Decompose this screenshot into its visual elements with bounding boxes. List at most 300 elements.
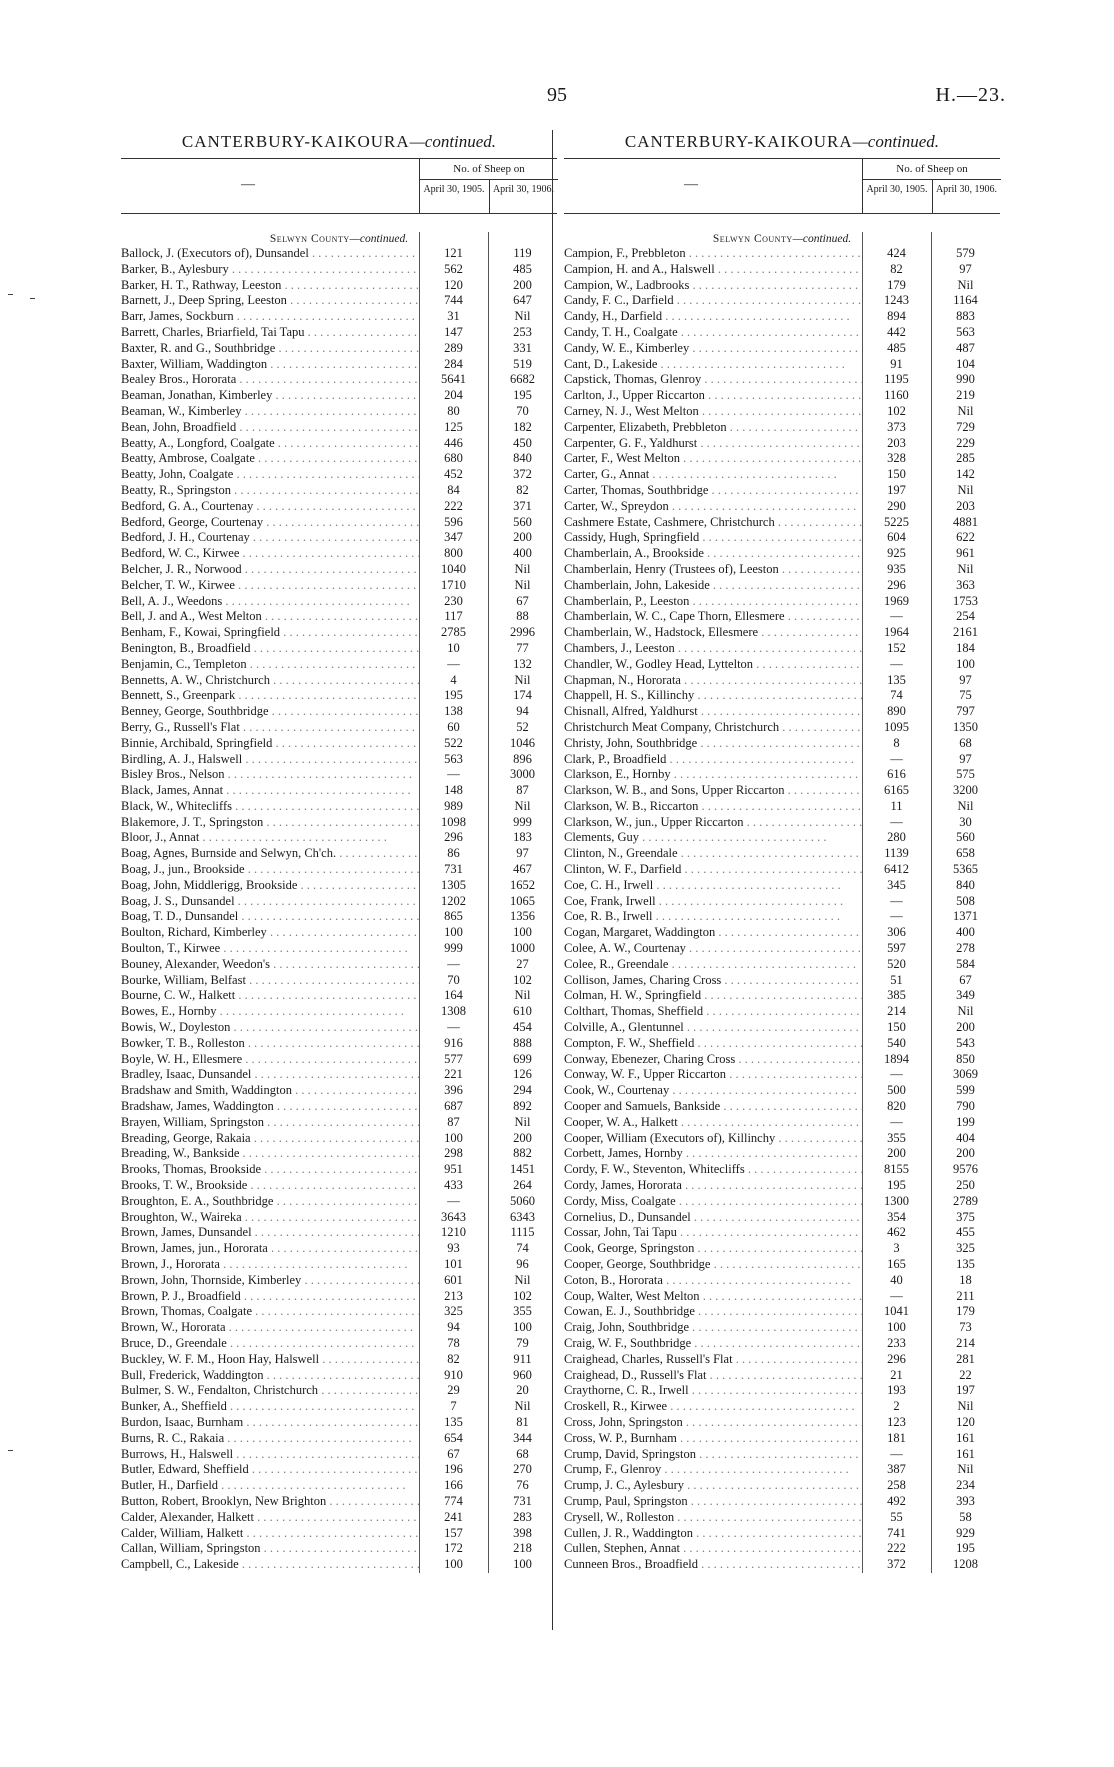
sheep-1905-cell: 102	[887, 403, 906, 418]
sheep-1905-cell: —	[890, 751, 903, 766]
sheep-1906-cell: 349	[956, 988, 975, 1003]
owner-name-cell: Beatty, Ambrose, Coalgate . . .	[121, 451, 419, 467]
table-row	[121, 372, 557, 388]
sheep-1906-cell: 195	[513, 388, 532, 403]
sheep-1905-cell: 135	[887, 672, 906, 687]
sheep-1905-cell: 200	[887, 1146, 906, 1161]
owner-name-cell: Breading, W., Bankside . . .	[121, 1146, 419, 1162]
owner-name-cell: Benney, George, Southbridge . . .	[121, 704, 419, 720]
owner-name-cell: Cornelius, D., Dunsandel . . .	[564, 1210, 862, 1226]
sheep-1906-cell: 68	[516, 1446, 529, 1461]
table-row	[121, 388, 557, 404]
sheep-1906-cell: 560	[513, 514, 532, 529]
owner-name-cell: Ballock, J. (Executors of), Dunsandel . . .	[121, 246, 419, 262]
sheep-1906-cell: 119	[513, 246, 532, 260]
sheep-1905-cell: 280	[887, 830, 906, 845]
owner-name-cell: Bean, John, Broadfield . . .	[121, 420, 419, 436]
section-title-suffix: —continued.	[409, 132, 497, 151]
sheep-1905-cell: 40	[890, 1272, 903, 1287]
sheep-1905-cell: 601	[444, 1272, 463, 1287]
sheep-1905-cell: 241	[444, 1509, 463, 1524]
owner-name-cell: Cogan, Margaret, Waddington . . .	[564, 925, 862, 941]
owner-name-cell: Brown, John, Thornside, Kimberley . . .	[121, 1273, 419, 1289]
table-row	[121, 1399, 557, 1415]
owner-name-cell: Bouney, Alexander, Weedon's . . .	[121, 957, 419, 973]
owner-name-cell: Crysell, W., Rolleston . . .	[564, 1510, 862, 1526]
april-1905-header: April 30, 1905.	[866, 184, 928, 195]
table-row	[121, 846, 557, 862]
sheep-1905-cell: 93	[447, 1241, 460, 1256]
sheep-1905-cell: —	[890, 909, 903, 924]
sheep-1905-cell: 298	[444, 1146, 463, 1161]
page-number: 95	[547, 84, 567, 106]
table-row	[121, 688, 557, 704]
sheep-1906-cell: 100	[513, 1557, 532, 1572]
sheep-1906-cell: 199	[956, 1114, 975, 1129]
sheep-1905-cell: 165	[887, 1257, 906, 1271]
sheep-1906-cell: 76	[516, 1478, 529, 1493]
table-row	[564, 830, 1000, 846]
owner-name-cell: Breading, George, Rakaia . . .	[121, 1131, 419, 1147]
sheep-1906-cell: 543	[956, 1035, 975, 1050]
owner-name-cell: Coton, B., Hororata . . .	[564, 1273, 862, 1289]
owner-name-cell: Coe, C. H., Irwell . . .	[564, 878, 862, 894]
sheep-1906-cell: 87	[516, 783, 529, 798]
owner-name-cell: Brooks, Thomas, Brookside . . .	[121, 1162, 419, 1178]
county-name: Selwyn County	[712, 233, 793, 245]
table-header	[564, 158, 1000, 214]
sheep-1905-cell: 172	[444, 1541, 463, 1556]
sheep-1906-cell: Nil	[957, 482, 974, 497]
sheep-1905-cell: 29	[447, 1383, 460, 1398]
owner-name-cell: Cant, D., Lakeside . . .	[564, 357, 862, 373]
sheep-1906-cell: 911	[513, 1351, 532, 1366]
table-body	[121, 246, 557, 1573]
sheep-1905-cell: 1098	[441, 814, 466, 829]
owner-name-cell: Beaman, Jonathan, Kimberley . . .	[121, 388, 419, 404]
sheep-1906-cell: 120	[956, 1414, 975, 1429]
sheep-1906-cell: 487	[956, 340, 975, 355]
table-row	[121, 767, 557, 783]
sheep-1906-cell: 1356	[510, 909, 535, 924]
sheep-1905-cell: 121	[444, 246, 463, 260]
sheep-1906-cell: 211	[956, 1288, 975, 1303]
section-title-suffix: —continued.	[852, 132, 940, 151]
table-row	[564, 815, 1000, 831]
sheep-1905-cell: 562	[444, 261, 463, 276]
table-row	[564, 1099, 1000, 1115]
table-row	[121, 830, 557, 846]
table-row	[564, 1447, 1000, 1463]
sheep-1905-cell: 774	[444, 1493, 463, 1508]
sheep-1906-cell: 88	[516, 609, 529, 624]
owner-name-cell: Craig, John, Southbridge . . .	[564, 1320, 862, 1336]
table-row	[564, 278, 1000, 294]
owner-name-cell: Boag, John, Middlerigg, Brookside . . .	[121, 878, 419, 894]
sheep-1905-cell: 100	[444, 1130, 463, 1145]
table-row	[564, 530, 1000, 546]
table-row	[121, 1036, 557, 1052]
sheep-1906-cell: 961	[956, 546, 975, 561]
sheep-1906-cell: Nil	[957, 1399, 974, 1414]
sheep-1906-cell: 467	[513, 862, 532, 877]
owner-name-cell: Boag, T. D., Dunsandel . . .	[121, 909, 419, 925]
table-row	[121, 799, 557, 815]
sheep-1905-cell: 100	[444, 1557, 463, 1572]
table-row	[564, 1415, 1000, 1431]
table-row	[564, 1052, 1000, 1068]
table-row	[121, 1526, 557, 1542]
table-row	[564, 609, 1000, 625]
sheep-1906-cell: Nil	[957, 561, 974, 576]
table-row	[564, 1462, 1000, 1478]
owner-name-cell: Bennett, S., Greenpark . . .	[121, 688, 419, 704]
sheep-1906-cell: 82	[516, 482, 529, 497]
table-row	[121, 1241, 557, 1257]
sheep-1905-cell: 597	[887, 941, 906, 956]
table-row	[564, 1115, 1000, 1131]
sheep-1905-cell: 687	[444, 1099, 463, 1114]
sheep-1905-cell: 135	[444, 1414, 463, 1429]
sheep-1906-cell: 1000	[510, 941, 535, 956]
owner-name-cell: Cowan, E. J., Southbridge . . .	[564, 1304, 862, 1320]
owner-name-cell: Carney, N. J., West Melton . . .	[564, 404, 862, 420]
owner-name-cell: Cossar, John, Tai Tapu . . .	[564, 1225, 862, 1241]
table-row	[564, 894, 1000, 910]
table-row	[564, 1320, 1000, 1336]
table-row	[564, 1162, 1000, 1178]
owner-name-cell: Bourne, C. W., Halkett . . .	[121, 988, 419, 1004]
table-row	[564, 704, 1000, 720]
table-row	[121, 309, 557, 325]
table-row	[121, 420, 557, 436]
sheep-1905-cell: 284	[444, 356, 463, 371]
page-code: H.—23.	[935, 84, 1006, 106]
county-suffix: —continued.	[792, 233, 852, 245]
owner-name-cell: Bradshaw and Smith, Waddington . . .	[121, 1083, 419, 1099]
owner-name-cell: Candy, T. H., Coalgate . . .	[564, 325, 862, 341]
county-suffix: —continued.	[349, 233, 409, 245]
owner-name-cell: Bedford, G. A., Courtenay . . .	[121, 499, 419, 515]
sheep-1905-cell: 452	[444, 467, 463, 482]
table-row	[564, 420, 1000, 436]
table-row	[564, 1431, 1000, 1447]
sheep-1905-cell: 485	[887, 340, 906, 355]
table-row	[121, 909, 557, 925]
sheep-1905-cell: 387	[887, 1462, 906, 1477]
table-row	[121, 673, 557, 689]
table-row	[564, 1526, 1000, 1542]
sheep-1906-cell: Nil	[514, 672, 531, 687]
sheep-1906-cell: Nil	[514, 988, 531, 1003]
sheep-1906-cell: 161	[956, 1430, 975, 1445]
sheep-1906-cell: 647	[513, 293, 532, 308]
sheep-1905-cell: 179	[887, 277, 906, 292]
sheep-1906-cell: 797	[956, 704, 975, 719]
table-row	[121, 1131, 557, 1147]
sheep-1906-cell: 2161	[953, 625, 978, 640]
table-row	[564, 1210, 1000, 1226]
sheep-1905-cell: 290	[887, 498, 906, 513]
sheep-1906-cell: 102	[513, 1288, 532, 1303]
sheep-1905-cell: 894	[887, 309, 906, 324]
table-row	[121, 815, 557, 831]
sheep-1905-cell: 195	[887, 1178, 906, 1193]
owner-name-cell: Carlton, J., Upper Riccarton . . .	[564, 388, 862, 404]
owner-name-cell: Bloor, J., Annat . . .	[121, 830, 419, 846]
sheep-1905-cell: 2	[893, 1399, 900, 1414]
sheep-1906-cell: 97	[959, 261, 972, 276]
sheep-1905-cell: 78	[447, 1335, 460, 1350]
owner-name-cell: Beatty, R., Springston . . .	[121, 483, 419, 499]
sheep-1905-cell: 1300	[884, 1193, 909, 1208]
sheep-1906-cell: 519	[513, 356, 532, 371]
sheep-1906-cell: 882	[513, 1146, 532, 1161]
sheep-1905-cell: 328	[887, 451, 906, 466]
sheep-1906-cell: 2996	[510, 625, 535, 640]
table-row	[564, 1194, 1000, 1210]
table-row	[121, 293, 557, 309]
sheep-1906-cell: 97	[959, 672, 972, 687]
sheep-1906-cell: 132	[513, 656, 532, 671]
county-name: Selwyn County	[269, 233, 350, 245]
sheep-1906-cell: 229	[956, 435, 975, 450]
sheep-1905-cell: 296	[887, 1351, 906, 1366]
sheep-1906-cell: 508	[956, 893, 975, 908]
sheep-1906-cell: 883	[956, 309, 975, 324]
sheep-1906-cell: 200	[513, 1130, 532, 1145]
sheep-1906-cell: 52	[516, 719, 529, 734]
owner-name-cell: Crump, David, Springston . . .	[564, 1447, 862, 1463]
sheep-1906-cell: 599	[956, 1083, 975, 1098]
table-row	[121, 1541, 557, 1557]
sheep-1905-cell: 951	[444, 1162, 463, 1177]
margin-mark	[8, 294, 13, 295]
table-row	[564, 767, 1000, 783]
sheep-1906-cell: 294	[513, 1083, 532, 1098]
sheep-1905-cell: 31	[447, 309, 460, 324]
owner-name-cell: Bell, J. and A., West Melton . . .	[121, 609, 419, 625]
sheep-1905-cell: —	[890, 609, 903, 624]
table-row	[564, 594, 1000, 610]
sheep-1906-cell: 960	[513, 1367, 532, 1382]
sheep-1906-cell: 81	[516, 1414, 529, 1429]
sheep-1905-cell: 680	[444, 451, 463, 466]
owner-name-cell: Capstick, Thomas, Glenroy . . .	[564, 372, 862, 388]
owner-name-cell: Chandler, W., Godley Head, Lyttelton . . .	[564, 657, 862, 673]
sheep-1905-cell: 164	[444, 988, 463, 1003]
table-row	[121, 1431, 557, 1447]
table-row	[121, 1052, 557, 1068]
owner-name-cell: Calder, William, Halkett . . .	[121, 1526, 419, 1542]
owner-name-cell: Colthart, Thomas, Sheffield . . .	[564, 1004, 862, 1020]
sheep-1906-cell: 100	[513, 925, 532, 940]
table-row	[564, 499, 1000, 515]
sheep-1905-cell: 82	[890, 261, 903, 276]
sheep-1906-cell: 250	[956, 1178, 975, 1193]
owner-name-cell: Candy, H., Darfield . . .	[564, 309, 862, 325]
sheep-1906-cell: 363	[956, 577, 975, 592]
table-row	[121, 941, 557, 957]
sheep-1906-cell: 6682	[510, 372, 535, 387]
owner-name-cell: Bisley Bros., Nelson . . .	[121, 767, 419, 783]
owner-name-cell: Carter, F., West Melton . . .	[564, 451, 862, 467]
table-row	[564, 1083, 1000, 1099]
sheep-1905-cell: 94	[447, 1320, 460, 1335]
sheep-1905-cell: 306	[887, 925, 906, 940]
owner-name-cell: Campion, F., Prebbleton . . .	[564, 246, 862, 262]
sheep-1906-cell: 1451	[510, 1162, 535, 1177]
sheep-1905-cell: 372	[887, 1557, 906, 1572]
table-row	[121, 1115, 557, 1131]
sheep-1905-cell: 1969	[884, 593, 909, 608]
table-row	[564, 451, 1000, 467]
owner-name-cell: Birdling, A. J., Halswell . . .	[121, 752, 419, 768]
owner-name-cell: Boyle, W. H., Ellesmere . . .	[121, 1052, 419, 1068]
table-row	[564, 467, 1000, 483]
sheep-1906-cell: 3000	[510, 767, 535, 782]
owner-name-cell: Bedford, W. C., Kirwee . . .	[121, 546, 419, 562]
sheep-1905-cell: 540	[887, 1035, 906, 1050]
sheep-1906-cell: 1115	[510, 1225, 535, 1240]
owner-name-cell: Broughton, W., Waireka . . .	[121, 1210, 419, 1226]
sheep-1905-cell: 289	[444, 340, 463, 355]
owner-name-cell: Coe, Frank, Irwell . . .	[564, 894, 862, 910]
table-row	[121, 720, 557, 736]
sheep-1906-cell: 20	[516, 1383, 529, 1398]
sheep-1905-cell: 233	[887, 1335, 906, 1350]
table-header	[121, 158, 557, 214]
sheep-1906-cell: 18	[959, 1272, 972, 1287]
owner-name-cell: Baxter, William, Waddington . . .	[121, 357, 419, 373]
sheep-1906-cell: 75	[959, 688, 972, 703]
sheep-1906-cell: 454	[513, 1020, 532, 1035]
sheep-1905-cell: 203	[887, 435, 906, 450]
owner-name-cell: Craighead, D., Russell's Flat . . .	[564, 1368, 862, 1384]
sheep-1906-cell: 450	[513, 435, 532, 450]
table-row	[564, 625, 1000, 641]
sheep-1906-cell: 355	[513, 1304, 532, 1319]
table-row	[564, 1289, 1000, 1305]
sheep-1906-cell: 400	[956, 925, 975, 940]
sheep-1906-cell: 731	[513, 1493, 532, 1508]
sheep-1905-cell: —	[890, 1114, 903, 1129]
table-row	[121, 925, 557, 941]
sheep-1905-cell: 196	[444, 1462, 463, 1477]
table-row	[121, 578, 557, 594]
owner-name-cell: Brown, James, jun., Hororata . . .	[121, 1241, 419, 1257]
owner-name-cell: Chamberlain, Henry (Trustees of), Leeston . . .	[564, 562, 862, 578]
sheep-1905-cell: 80	[447, 403, 460, 418]
sheep-1906-cell: 371	[513, 498, 532, 513]
sheep-1905-cell: 6412	[884, 862, 909, 877]
table-row	[564, 1368, 1000, 1384]
table-row	[564, 862, 1000, 878]
table-row	[121, 515, 557, 531]
sheep-1906-cell: 1652	[510, 877, 535, 892]
sheep-1906-cell: 79	[516, 1335, 529, 1350]
owner-name-cell: Brayen, William, Springston . . .	[121, 1115, 419, 1131]
sheep-1905-cell: 195	[444, 688, 463, 703]
sheep-1905-cell: 1710	[441, 577, 466, 592]
table-row	[121, 246, 557, 262]
table-row	[564, 846, 1000, 862]
owner-name-cell: Cooper, George, Southbridge . . .	[564, 1257, 862, 1273]
owner-name-cell: Buckley, W. F. M., Hoon Hay, Halswell . . .	[121, 1352, 419, 1368]
owner-name-cell: Candy, F. C., Darfield . . .	[564, 293, 862, 309]
sheep-1906-cell: 30	[959, 814, 972, 829]
sheep-1905-cell: 222	[887, 1541, 906, 1556]
sheep-1906-cell: 27	[516, 956, 529, 971]
sheep-1906-cell: 840	[513, 451, 532, 466]
sheep-1906-cell: 560	[956, 830, 975, 845]
owner-name-cell: Craythorne, C. R., Irwell . . .	[564, 1383, 862, 1399]
table-row	[121, 467, 557, 483]
owner-name-cell: Chamberlain, W. C., Cape Thorn, Ellesmere . . .	[564, 609, 862, 625]
sheep-1905-cell: 1095	[884, 719, 909, 734]
owner-name-cell: Chamberlain, W., Hadstock, Ellesmere . . .	[564, 625, 862, 641]
sheep-1905-cell: 916	[444, 1035, 463, 1050]
owner-name-cell: Barker, B., Aylesbury . . .	[121, 262, 419, 278]
table-row	[564, 1273, 1000, 1289]
sheep-1906-cell: 3069	[953, 1067, 978, 1082]
owner-name-cell: Crump, Paul, Springston . . .	[564, 1494, 862, 1510]
april-1905-header: April 30, 1905.	[423, 184, 485, 195]
owner-name-cell: Bedford, J. H., Courtenay . . .	[121, 530, 419, 546]
owner-name-cell: Chambers, J., Leeston . . .	[564, 641, 862, 657]
sheep-1905-cell: 999	[444, 941, 463, 956]
owner-name-cell: Colee, A. W., Courtenay . . .	[564, 941, 862, 957]
owner-name-cell: Cordy, F. W., Steventon, Whitecliffs . . .	[564, 1162, 862, 1178]
sheep-1906-cell: 285	[956, 451, 975, 466]
owner-name-cell: Carpenter, Elizabeth, Prebbleton . . .	[564, 420, 862, 436]
owner-name-cell: Blakemore, J. T., Springston . . .	[121, 815, 419, 831]
table-row	[564, 404, 1000, 420]
sheep-1905-cell: 396	[444, 1083, 463, 1098]
owner-name-cell: Boulton, T., Kirwee . . .	[121, 941, 419, 957]
sheep-1906-cell: 142	[956, 467, 975, 482]
owner-name-cell: Conway, W. F., Upper Riccarton . . .	[564, 1067, 862, 1083]
table-row	[564, 1036, 1000, 1052]
sheep-1905-cell: 10	[447, 640, 460, 655]
table-row	[121, 1004, 557, 1020]
owner-name-cell: Coe, R. B., Irwell . . .	[564, 909, 862, 925]
owner-name-cell: Cashmere Estate, Cashmere, Christchurch . . .	[564, 515, 862, 531]
sheep-1905-cell: 654	[444, 1430, 463, 1445]
sheep-1905-cell: 577	[444, 1051, 463, 1066]
owner-name-cell: Conway, Ebenezer, Charing Cross . . .	[564, 1052, 862, 1068]
sheep-1905-cell: 181	[887, 1430, 906, 1445]
table-row	[564, 1004, 1000, 1020]
table-row	[564, 1241, 1000, 1257]
sheep-1905-cell: 910	[444, 1367, 463, 1382]
table-row	[564, 1510, 1000, 1526]
table-row	[564, 957, 1000, 973]
owner-name-cell: Benjamin, C., Templeton . . .	[121, 657, 419, 673]
sheep-1905-cell: 385	[887, 988, 906, 1003]
sheep-1906-cell: 97	[959, 751, 972, 766]
owner-name-cell: Brown, James, Dunsandel . . .	[121, 1225, 419, 1241]
owner-name-cell: Boag, Agnes, Burnside and Selwyn, Ch'ch. . . .	[121, 846, 419, 862]
owner-name-cell: Brooks, T. W., Brookside . . .	[121, 1178, 419, 1194]
table-row	[121, 262, 557, 278]
owner-name-cell: Boag, J., jun., Brookside . . .	[121, 862, 419, 878]
sheep-1905-cell: 117	[444, 609, 463, 624]
table-row	[121, 1020, 557, 1036]
sheep-1905-cell: 157	[444, 1525, 463, 1540]
sheep-1906-cell: Nil	[957, 1004, 974, 1019]
sheep-1906-cell: 214	[956, 1335, 975, 1350]
